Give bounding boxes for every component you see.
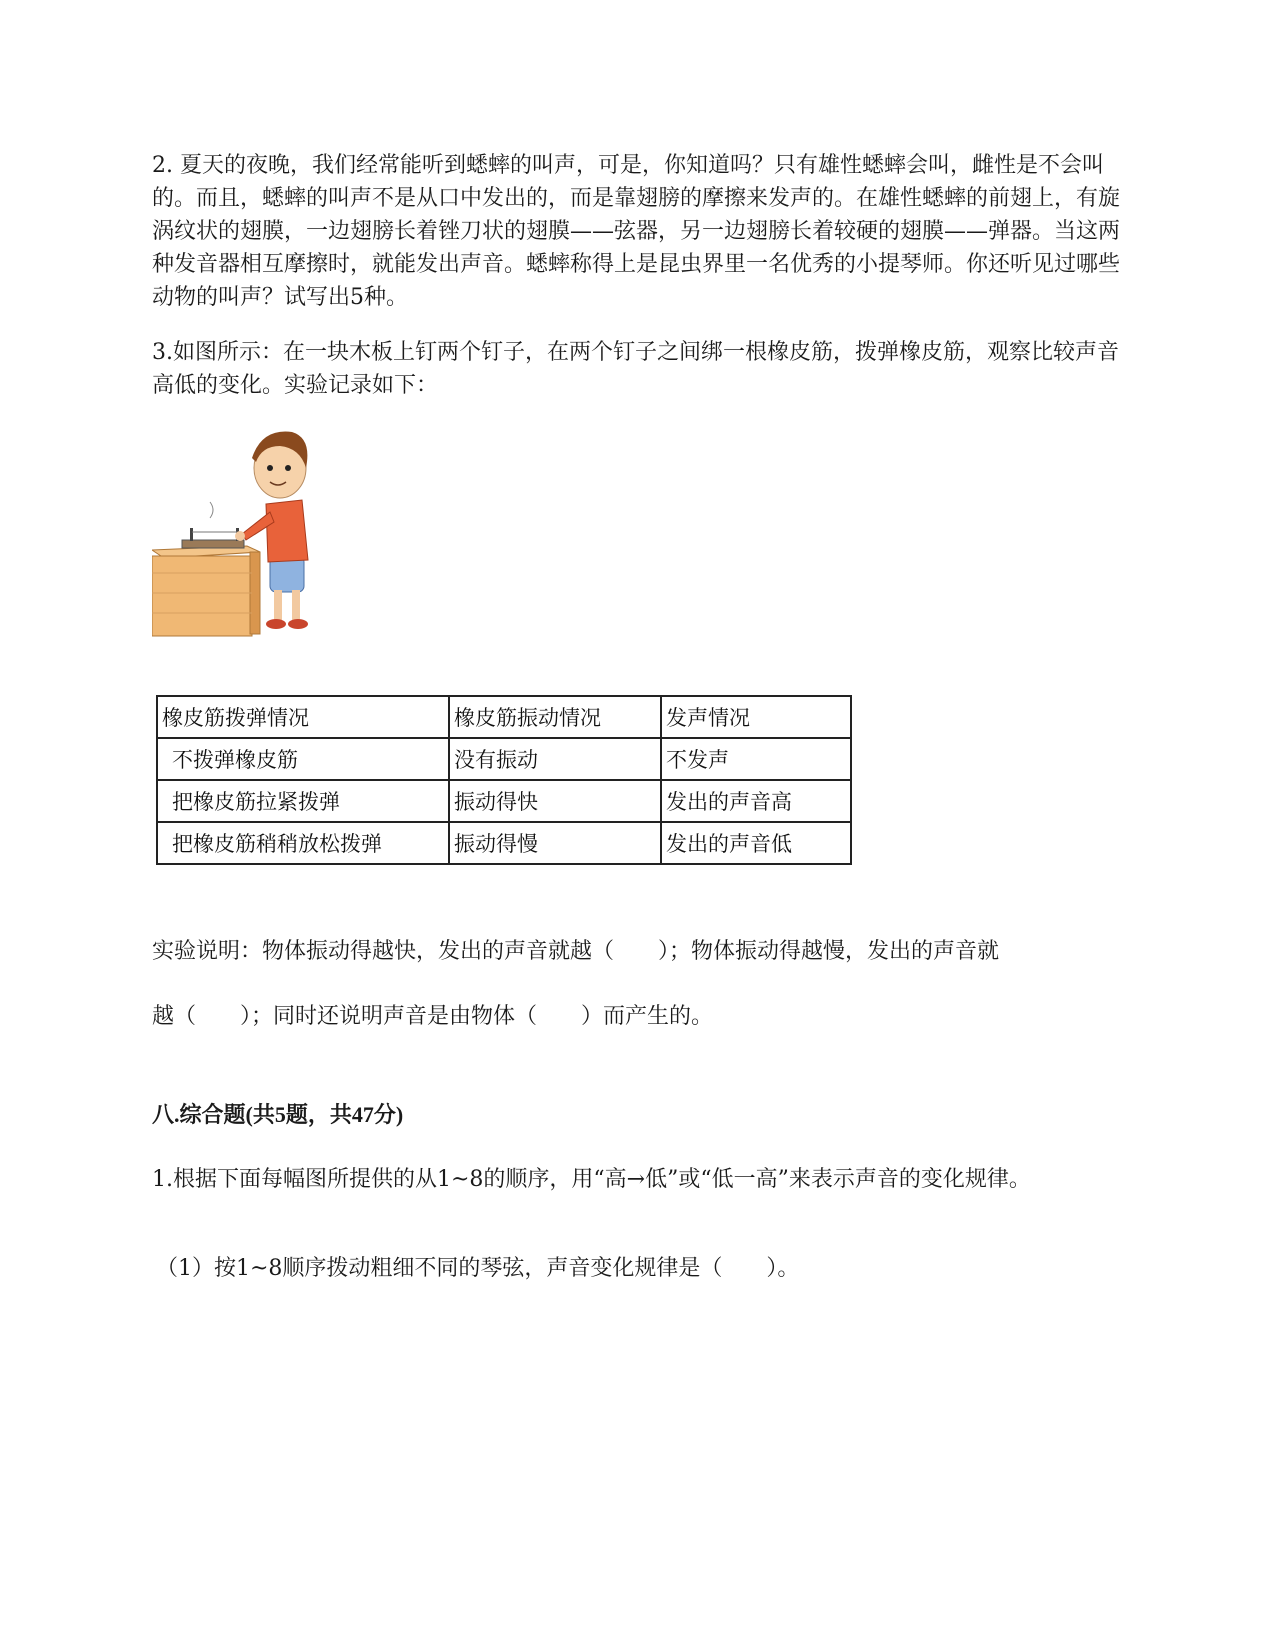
experiment-note-line-1: 实验说明：物体振动得越快，发出的声音就越（ ）；物体振动得越慢，发出的声音就 bbox=[152, 939, 1000, 964]
table-row bbox=[157, 780, 851, 822]
boy-plucking-rubber-band-illustration bbox=[152, 428, 312, 638]
section-8-question-1-part-1: （1）按1~8顺序拨动粗细不同的琴弦，声音变化规律是（ ）。 bbox=[156, 1256, 800, 1281]
question-3-text: 3.如图所示：在一块木板上钉两个钉子，在两个钉子之间绑一根橡皮筋，拨弹橡皮筋，观察比较声音高低的变化。实验记录如下： bbox=[152, 340, 1119, 398]
table-cell: 把橡皮筋稍稍放松拨弹 bbox=[157, 822, 449, 864]
table-row bbox=[157, 822, 851, 864]
table-cell: 振动得慢 bbox=[449, 822, 661, 864]
section-8-question-1: 1.根据下面每幅图所提供的从1~8的顺序，用“高→低”或“低一高”来表示声音的变化规律。 bbox=[152, 1167, 1031, 1192]
table-cell: 不拨弹橡皮筋 bbox=[157, 738, 449, 780]
table-header-cell: 橡皮筋拨弹情况 bbox=[157, 696, 449, 738]
table-header-row bbox=[157, 696, 851, 738]
table-cell: 振动得快 bbox=[449, 780, 661, 822]
table-row bbox=[157, 738, 851, 780]
table-cell: 没有振动 bbox=[449, 738, 661, 780]
experiment-record-table bbox=[156, 695, 852, 865]
table-header-cell: 发声情况 bbox=[661, 696, 851, 738]
table-header-cell: 橡皮筋振动情况 bbox=[449, 696, 661, 738]
table-cell: 不发声 bbox=[661, 738, 851, 780]
table-cell: 把橡皮筋拉紧拨弹 bbox=[157, 780, 449, 822]
table-cell: 发出的声音低 bbox=[661, 822, 851, 864]
table-cell: 发出的声音高 bbox=[661, 780, 851, 822]
experiment-note-line-2: 越（ ）；同时还说明声音是由物体（ ）而产生的。 bbox=[152, 1004, 714, 1029]
section-8-heading: 八.综合题(共5题，共47分) bbox=[152, 1102, 404, 1127]
question-2-text: 2. 夏天的夜晚，我们经常能听到蟋蟀的叫声，可是，你知道吗？只有雄性蟋蟀会叫，雌性是不会叫的。而且，蟋蟀的叫声不是从口中发出的，而是靠翅膀的摩擦来发声的。在雄性蟋蟀的前翅上，有旋涡纹状的翅膜，一边翅膀长着锉刀状的翅膜——弦器，另一边翅膀长着较硬的翅膜——弹器。当这两种发音器相互摩擦时，就能发出声音。蟋蟀称得上是昆虫界里一名优秀的小提琴师。你还听见过哪些动物的叫声？试写出5种。 bbox=[152, 153, 1121, 310]
